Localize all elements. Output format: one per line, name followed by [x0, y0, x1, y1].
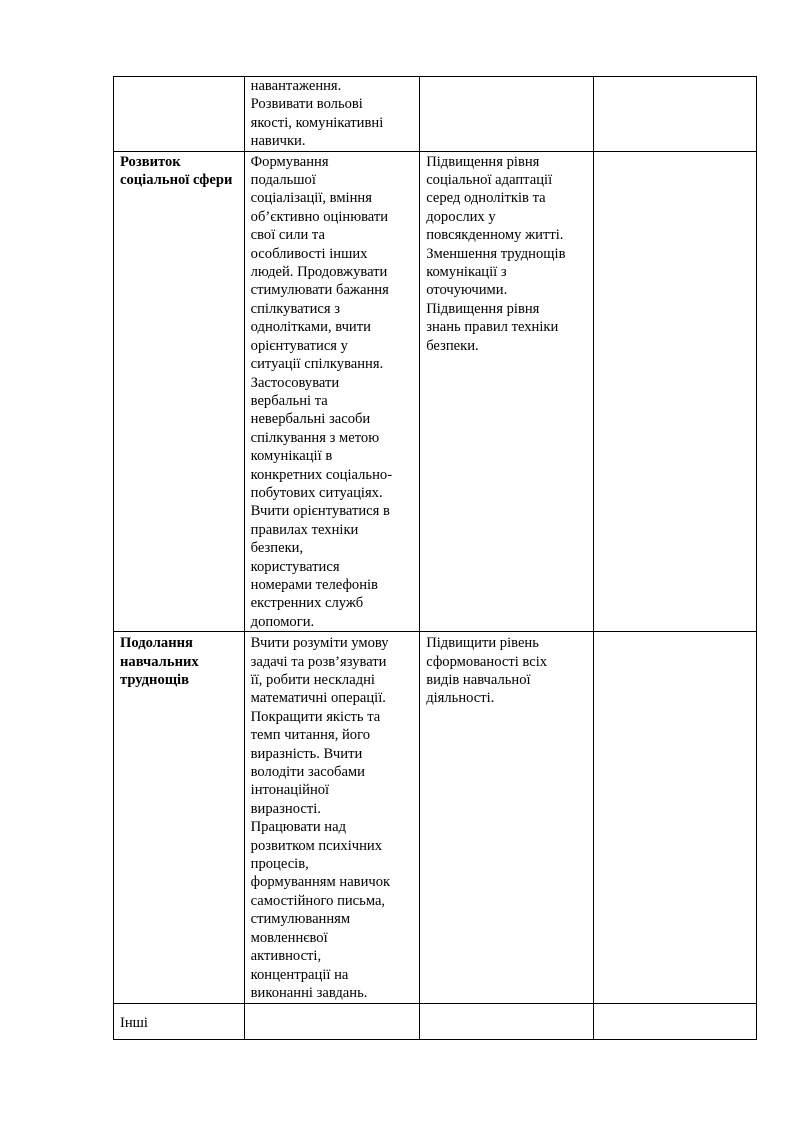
notes-cell	[593, 151, 756, 632]
tasks-line: конкретних соціально-	[250, 466, 393, 483]
table-row	[114, 1004, 757, 1040]
tasks-line: процесів,	[250, 856, 309, 873]
area-cell	[114, 151, 245, 632]
tasks-line: спілкування з метою	[250, 429, 380, 446]
area-cell	[114, 77, 245, 152]
tasks-line: невербальні засоби	[250, 411, 371, 428]
tasks-line: інтонаційної	[250, 782, 330, 799]
area-cell	[114, 1004, 245, 1040]
results-line: оточуючими.	[426, 282, 508, 299]
area-cell	[114, 632, 245, 1004]
results-line: сформованості всіх	[426, 653, 548, 670]
results-line: діяльності.	[426, 690, 495, 707]
results-cell	[420, 151, 594, 632]
tasks-line: розвитком психічних	[250, 837, 383, 854]
table-row	[114, 77, 757, 152]
tasks-line: свої сили та	[250, 227, 325, 244]
tasks-line: номерами телефонів	[250, 576, 378, 593]
tasks-line: стимулювати бажання	[250, 282, 389, 299]
tasks-line: особливості інших	[250, 245, 368, 262]
results-line: Підвищити рівень	[426, 635, 539, 652]
tasks-line: якості, комунікативні	[250, 114, 384, 131]
tasks-cell	[244, 1004, 420, 1040]
results-line: дорослих у	[426, 208, 496, 225]
tasks-line: ситуації спілкування.	[250, 356, 384, 373]
area-line: соціальної сфери	[120, 172, 233, 189]
results-line: Підвищення рівня	[426, 300, 540, 317]
tasks-line: Покращити якість та	[250, 708, 381, 725]
results-cell	[420, 1004, 594, 1040]
results-line: видів навчальної	[426, 672, 531, 688]
tasks-line: комунікації в	[250, 448, 333, 465]
tasks-line: концентрації на	[250, 966, 349, 983]
tasks-line: володіти засобами	[250, 764, 365, 781]
tasks-line: мовленнєвої	[250, 929, 328, 946]
tasks-line: виразності.	[250, 800, 321, 817]
results-line: безпеки.	[426, 337, 479, 354]
results-line: комунікації з	[426, 264, 507, 281]
results-line: Зменшення труднощів	[426, 245, 566, 262]
tasks-line: Розвивати вольові	[250, 96, 363, 113]
results-line: соціальної адаптації	[426, 172, 553, 189]
tasks-line: навички.	[250, 133, 306, 150]
tasks-line: Вчити орієнтуватися в	[250, 503, 390, 520]
tasks-line: Вчити розуміти умову	[250, 635, 389, 652]
table-row	[114, 151, 757, 632]
tasks-line: спілкуватися з	[250, 300, 341, 317]
notes-cell	[593, 632, 756, 1004]
notes-cell	[593, 1004, 756, 1040]
results-line: Підвищення рівня	[426, 153, 540, 170]
tasks-line: стимулюванням	[250, 911, 351, 928]
tasks-line: Застосовувати	[250, 374, 340, 391]
results-line: повсякденному житті.	[426, 227, 564, 244]
tasks-line: виконанні завдань.	[250, 984, 368, 1001]
notes-cell	[593, 77, 756, 152]
tasks-line: формуванням навичок	[250, 874, 391, 891]
area-line: Подолання	[120, 635, 193, 652]
tasks-line: подальшої	[250, 172, 316, 189]
tasks-line: навантаження.	[250, 78, 342, 94]
tasks-cell	[244, 77, 420, 152]
tasks-cell	[244, 151, 420, 632]
area-line: труднощів	[120, 672, 189, 688]
tasks-line: однолітками, вчити	[250, 319, 371, 336]
tasks-line: орієнтуватися у	[250, 337, 348, 354]
area-line: навчальних	[120, 653, 199, 670]
table-row	[114, 632, 757, 1004]
area-line: Розвиток	[120, 153, 181, 170]
plan-table	[113, 76, 757, 1040]
tasks-cell	[244, 632, 420, 1004]
tasks-line: користуватися	[250, 558, 340, 575]
tasks-line: Працювати над	[250, 819, 347, 836]
tasks-line: її, робити нескладні	[250, 672, 375, 688]
tasks-line: темп читання, його	[250, 727, 371, 744]
tasks-line: виразність. Вчити	[250, 745, 363, 762]
tasks-line: задачі та розв’язувати	[250, 653, 387, 670]
results-cell	[420, 632, 594, 1004]
results-cell	[420, 77, 594, 152]
tasks-line: математичні операції.	[250, 690, 386, 707]
results-line: серед однолітків та	[426, 190, 546, 207]
tasks-line: Формування	[250, 153, 329, 170]
tasks-line: екстренних служб	[250, 595, 364, 612]
tasks-line: людей. Продовжувати	[250, 264, 388, 281]
tasks-line: самостійного письма,	[250, 892, 386, 909]
tasks-line: вербальні та	[250, 392, 328, 409]
tasks-line: безпеки,	[250, 540, 304, 557]
tasks-line: соціалізації, вміння	[250, 190, 372, 207]
tasks-line: активності,	[250, 948, 322, 965]
tasks-line: об’єктивно оцінювати	[250, 208, 389, 225]
tasks-line: допомоги.	[250, 613, 315, 630]
area-line: Інші	[120, 1015, 148, 1032]
tasks-line: правилах техніки	[250, 521, 359, 538]
results-line: знань правил техніки	[426, 319, 559, 336]
tasks-line: побутових ситуаціях.	[250, 484, 383, 501]
